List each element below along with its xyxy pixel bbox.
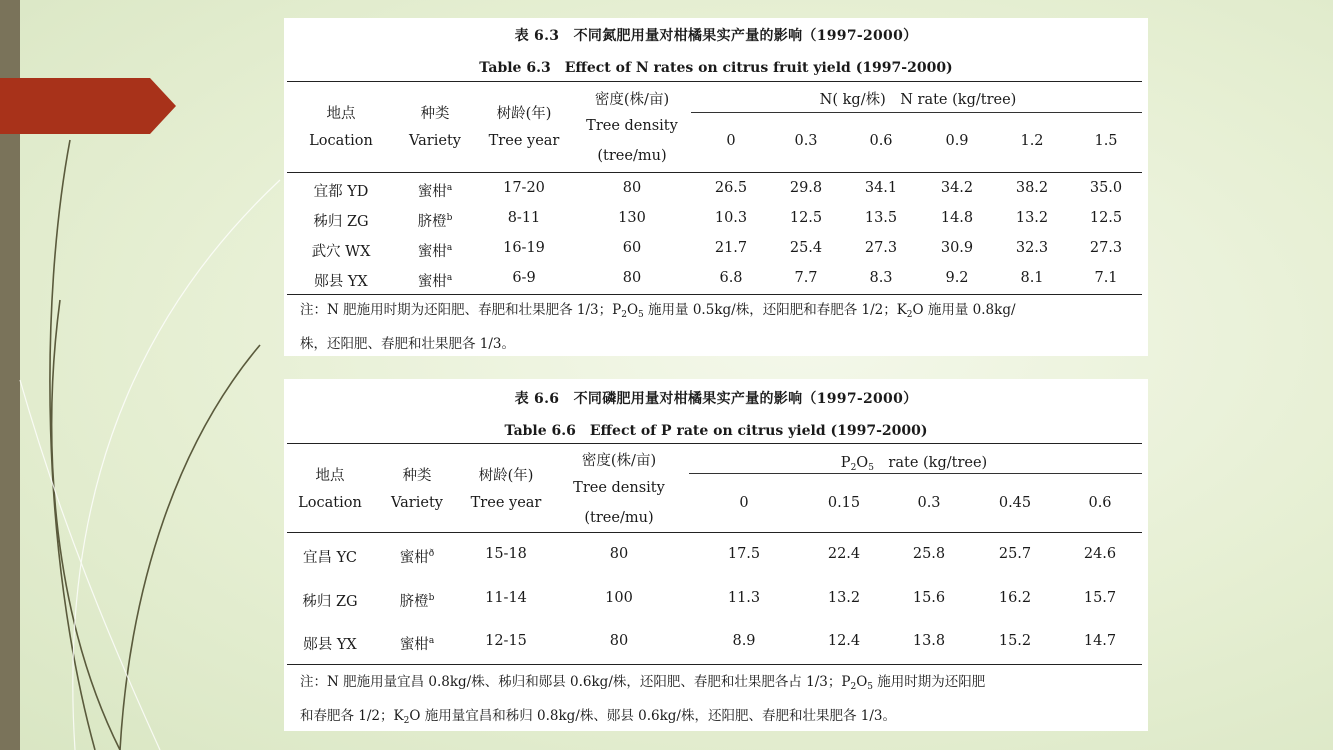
header-bottom-rule xyxy=(287,532,1142,533)
cell-variety: 蜜柑$^ð$ xyxy=(399,549,435,566)
cell-value: 27.3 xyxy=(864,240,898,256)
cell-age: 17-20 xyxy=(503,180,545,196)
header-location-cn: 地点 xyxy=(315,468,345,484)
header-location-en: Location xyxy=(309,133,373,149)
header-variety-en: Variety xyxy=(391,495,443,511)
rate-header: 0 xyxy=(726,133,736,149)
cell-density: 100 xyxy=(605,590,633,606)
cell-variety: 蜜柑$^a$ xyxy=(417,243,453,260)
cell-value: 16.2 xyxy=(998,590,1032,606)
decorative-curves xyxy=(0,0,300,750)
cell-variety: 蜜柑$^a$ xyxy=(417,183,453,200)
table-6-6-panel xyxy=(284,379,1148,731)
cell-value: 29.8 xyxy=(789,180,823,196)
cell-density: 80 xyxy=(622,270,642,286)
cell-variety: 脐橙$^b$ xyxy=(417,213,453,230)
cell-value: 9.2 xyxy=(945,270,969,286)
table-title-cn: 表 6.6 不同磷肥用量对柑橘果实产量的影响（1997-2000） xyxy=(514,391,918,407)
cell-value: 10.3 xyxy=(714,210,748,226)
table-note: 注：N 肥施用时期为还阳肥、春肥和壮果肥各 1/3；$P_2O_5$ 施用量 0.5kg/株，还阳肥和春肥各 1/2；$K_2O$ 施用量 0.8kg/ 株，还阳肥、春肥和壮果肥各 1/3。 xyxy=(300,302,1016,352)
cell-age: 15-18 xyxy=(485,546,527,562)
table-title-en: Table 6.3 Effect of N rates on citrus fruit yield (1997-2000) xyxy=(479,60,953,76)
cell-value: 13.5 xyxy=(864,210,898,226)
header-subrule xyxy=(689,473,1142,474)
cell-density: 80 xyxy=(609,546,629,562)
cell-variety: 脐橙$^b$ xyxy=(399,593,435,610)
header-density-cn: 密度(株/亩) xyxy=(581,453,657,469)
table-6-3-panel xyxy=(284,18,1148,356)
header-density-en: Tree density xyxy=(573,480,665,496)
cell-value: 8.1 xyxy=(1020,270,1044,286)
cell-age: 12-15 xyxy=(485,633,527,649)
cell-value: 15.6 xyxy=(912,590,946,606)
cell-value: 17.5 xyxy=(727,546,761,562)
cell-value: 25.4 xyxy=(789,240,823,256)
cell-value: 13.2 xyxy=(827,590,861,606)
bottom-rule xyxy=(287,664,1142,665)
cell-variety: 蜜柑$^a$ xyxy=(399,636,435,653)
rate-header: 0.15 xyxy=(827,495,861,511)
rate-header: 0.3 xyxy=(917,495,941,511)
header-age-en: Tree year xyxy=(488,133,560,149)
cell-density: 80 xyxy=(622,180,642,196)
cell-location: 郧县 YX xyxy=(314,274,368,290)
header-location-en: Location xyxy=(298,495,362,511)
cell-location: 宜都 YD xyxy=(313,184,369,200)
header-density-unit: (tree/mu) xyxy=(597,148,667,164)
rate-header: 0.9 xyxy=(945,133,969,149)
cell-value: 34.2 xyxy=(940,180,974,196)
rate-header: 0.6 xyxy=(1088,495,1112,511)
header-variety-cn: 种类 xyxy=(420,106,450,122)
bottom-rule xyxy=(287,294,1142,295)
rate-header: 1.2 xyxy=(1020,133,1044,149)
cell-value: 12.5 xyxy=(789,210,823,226)
top-rule xyxy=(287,81,1142,82)
cell-value: 11.3 xyxy=(727,590,761,606)
table-note: 注：N 肥施用量宜昌 0.8kg/株、秭归和郧县 0.6kg/株，还阳肥、春肥和壮果肥各占 1/3；$P_2O_5$ 施用时期为还阳肥 和春肥各 1/2；$K_2O$ 施用量宜昌和秭归 0.8kg/株、郧县 0.6kg/株，还阳肥、春肥和壮果肥各 1/3。 xyxy=(300,674,986,726)
cell-age: 11-14 xyxy=(485,590,527,606)
header-density-cn: 密度(株/亩) xyxy=(594,92,670,108)
header-age-en: Tree year xyxy=(470,495,542,511)
header-variety-en: Variety xyxy=(409,133,461,149)
cell-value: 32.3 xyxy=(1015,240,1049,256)
cell-value: 22.4 xyxy=(827,546,861,562)
header-bottom-rule xyxy=(287,172,1142,173)
cell-value: 6.8 xyxy=(719,270,743,286)
cell-variety: 蜜柑$^a$ xyxy=(417,273,453,290)
cell-value: 25.7 xyxy=(998,546,1032,562)
header-subrule xyxy=(691,112,1142,113)
header-density-en: Tree density xyxy=(586,118,678,134)
cell-age: 8-11 xyxy=(507,210,541,226)
rate-header: 0.6 xyxy=(869,133,893,149)
cell-location: 武穴 WX xyxy=(311,244,371,260)
cell-value: 13.8 xyxy=(912,633,946,649)
cell-value: 21.7 xyxy=(714,240,748,256)
cell-value: 7.7 xyxy=(794,270,818,286)
table-title-cn: 表 6.3 不同氮肥用量对柑橘果实产量的影响（1997-2000） xyxy=(514,28,918,44)
cell-value: 13.2 xyxy=(1015,210,1049,226)
header-rate-label: N( kg/株) N rate (kg/tree) xyxy=(819,92,1017,108)
top-rule xyxy=(287,443,1142,444)
cell-location: 郧县 YX xyxy=(303,637,357,653)
cell-value: 34.1 xyxy=(864,180,898,196)
header-variety-cn: 种类 xyxy=(402,468,432,484)
rate-header: 0.3 xyxy=(794,133,818,149)
rate-header: 0.45 xyxy=(998,495,1032,511)
header-rate-label: $P_2O_5$ rate (kg/tree) xyxy=(840,455,988,473)
cell-value: 14.8 xyxy=(940,210,974,226)
cell-value: 25.8 xyxy=(912,546,946,562)
cell-value: 26.5 xyxy=(714,180,748,196)
cell-density: 80 xyxy=(609,633,629,649)
cell-age: 16-19 xyxy=(503,240,545,256)
cell-location: 宜昌 YC xyxy=(302,550,358,566)
cell-value: 38.2 xyxy=(1015,180,1049,196)
cell-value: 15.2 xyxy=(998,633,1032,649)
cell-value: 24.6 xyxy=(1083,546,1117,562)
cell-age: 6-9 xyxy=(512,270,536,286)
cell-value: 8.9 xyxy=(732,633,756,649)
cell-location: 秭归 ZG xyxy=(302,594,358,610)
cell-value: 35.0 xyxy=(1089,180,1123,196)
cell-value: 7.1 xyxy=(1094,270,1118,286)
cell-value: 12.5 xyxy=(1089,210,1123,226)
cell-value: 15.7 xyxy=(1083,590,1117,606)
header-age-cn: 树龄(年) xyxy=(496,106,552,122)
rate-header: 1.5 xyxy=(1094,133,1118,149)
cell-location: 秭归 ZG xyxy=(313,214,369,230)
table-title-en: Table 6.6 Effect of P rate on citrus yield (1997-2000) xyxy=(504,423,928,439)
rate-header: 0 xyxy=(739,495,749,511)
cell-value: 8.3 xyxy=(869,270,893,286)
cell-value: 14.7 xyxy=(1083,633,1117,649)
cell-value: 12.4 xyxy=(827,633,861,649)
cell-value: 30.9 xyxy=(940,240,974,256)
cell-density: 130 xyxy=(618,210,646,226)
header-location-cn: 地点 xyxy=(326,106,356,122)
header-density-unit: (tree/mu) xyxy=(584,510,654,526)
header-age-cn: 树龄(年) xyxy=(478,468,534,484)
cell-value: 27.3 xyxy=(1089,240,1123,256)
cell-density: 60 xyxy=(622,240,642,256)
